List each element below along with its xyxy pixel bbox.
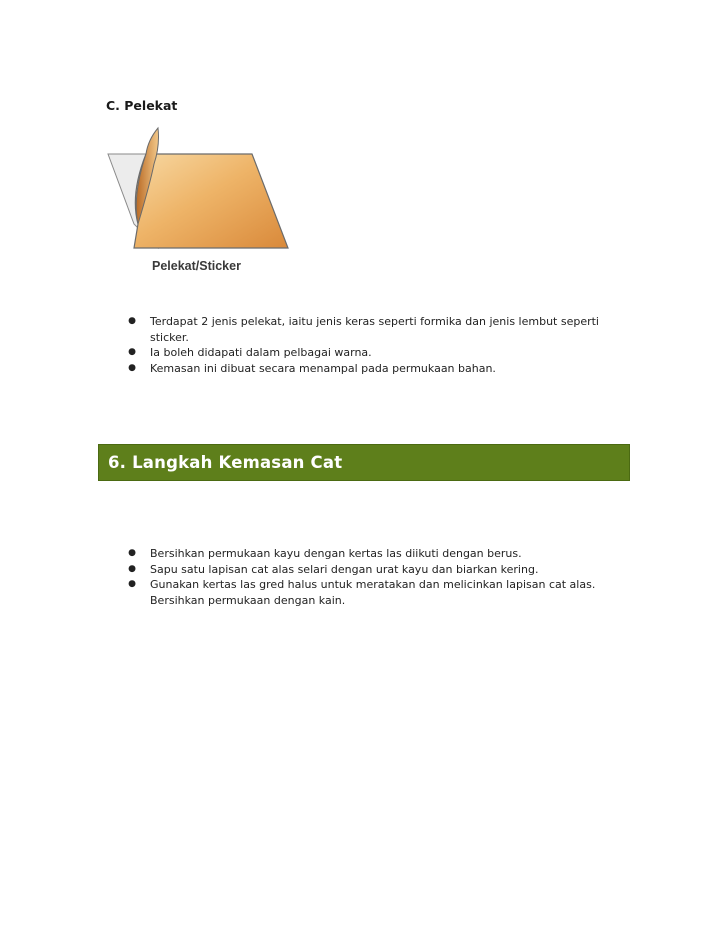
bullet-icon: ● <box>128 579 136 589</box>
banner-title: 6. Langkah Kemasan Cat <box>108 453 343 472</box>
sticker-illustration <box>104 124 300 280</box>
list-item: ● Gunakan kertas las gred halus untuk meratakan dan melicinkan lapisan cat alas. Bersihkan permukaan dengan kain. <box>150 577 610 608</box>
list-item: ● Bersihkan permukaan kayu dengan kertas las diikuti dengan berus. <box>150 546 610 562</box>
section-banner-langkah-kemasan-cat <box>98 444 630 481</box>
bullet-icon: ● <box>128 347 136 357</box>
section-heading-pelekat: C. Pelekat <box>106 98 178 113</box>
bullet-icon: ● <box>128 362 136 373</box>
sticker-body <box>134 154 288 248</box>
list-item: ● Kemasan ini dibuat secara menampal pada permukaan bahan. <box>150 361 610 377</box>
figure-caption: Pelekat/Sticker <box>152 259 241 273</box>
bullet-icon: ● <box>128 316 136 326</box>
pelekat-bullet-list <box>128 314 610 376</box>
sticker-figure <box>104 124 300 280</box>
bullet-icon: ● <box>128 563 136 574</box>
list-item: ● Sapu satu lapisan cat alas selari dengan urat kayu dan biarkan kering. <box>150 562 610 578</box>
bullet-icon: ● <box>128 548 136 558</box>
list-item: ● Ia boleh didapati dalam pelbagai warna. <box>150 345 610 361</box>
list-item: ● Terdapat 2 jenis pelekat, iaitu jenis keras seperti formika dan jenis lembut seperti sticker. <box>150 314 610 345</box>
langkah-bullet-list <box>128 546 610 608</box>
